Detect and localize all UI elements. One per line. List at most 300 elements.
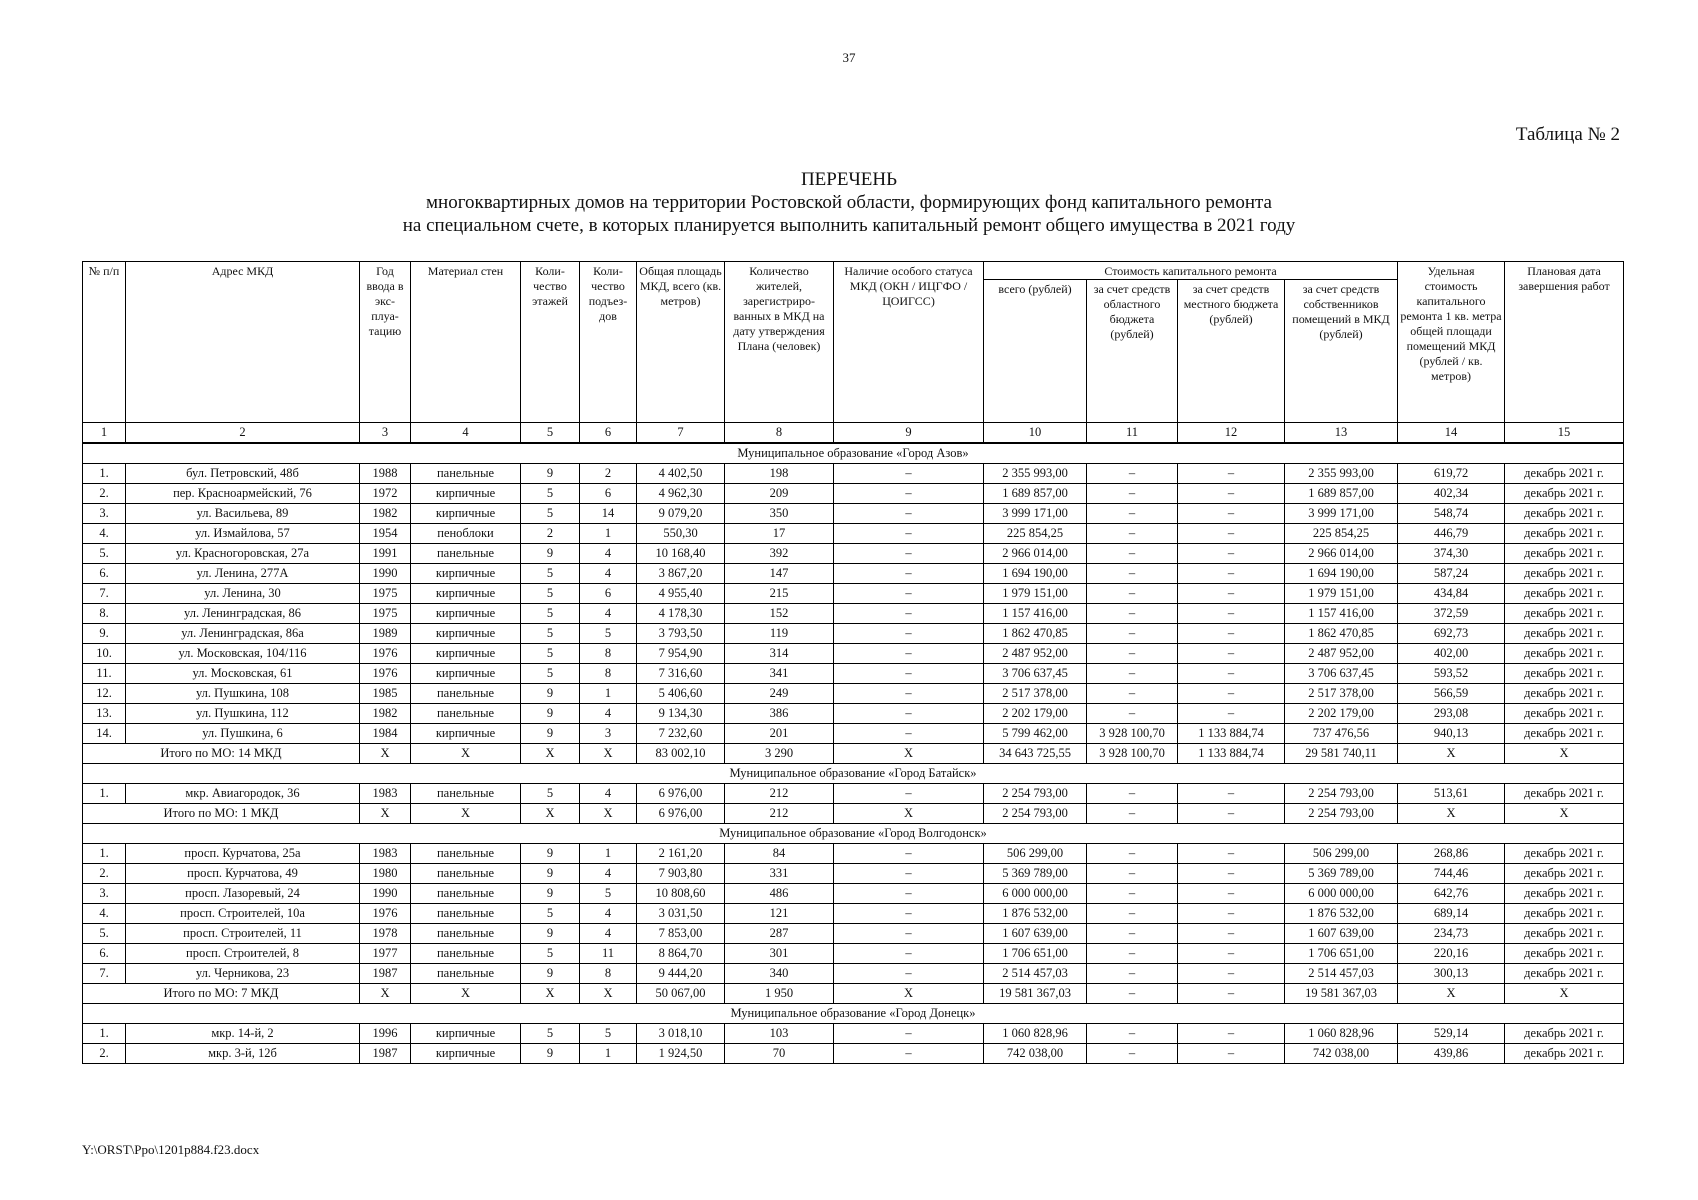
table-cell: 5 bbox=[521, 904, 580, 924]
total-cell: X bbox=[360, 804, 411, 824]
table-cell: 249 bbox=[725, 684, 834, 704]
table-cell: 4 bbox=[580, 544, 637, 564]
table-cell: 84 bbox=[725, 844, 834, 864]
table-cell: 1980 bbox=[360, 864, 411, 884]
table-cell: – bbox=[1178, 884, 1285, 904]
table-cell: 9 bbox=[521, 964, 580, 984]
header-date: Плановая дата завершения работ bbox=[1505, 262, 1624, 423]
table-cell: – bbox=[1087, 1044, 1178, 1064]
table-cell: декабрь 2021 г. bbox=[1505, 684, 1624, 704]
table-cell: 2 254 793,00 bbox=[1285, 784, 1398, 804]
table-cell: декабрь 2021 г. bbox=[1505, 544, 1624, 564]
column-number: 4 bbox=[411, 423, 521, 444]
table-cell: 1 876 532,00 bbox=[1285, 904, 1398, 924]
table-row bbox=[83, 604, 1624, 624]
table-row bbox=[83, 464, 1624, 484]
table-cell: – bbox=[1087, 484, 1178, 504]
table-cell: – bbox=[1178, 944, 1285, 964]
table-cell: 4 402,50 bbox=[637, 464, 725, 484]
table-cell: – bbox=[1087, 684, 1178, 704]
table-cell: панельные bbox=[411, 784, 521, 804]
total-row bbox=[83, 804, 1624, 824]
table-cell: – bbox=[834, 544, 984, 564]
table-cell: 1 706 651,00 bbox=[1285, 944, 1398, 964]
table-cell: 529,14 bbox=[1398, 1024, 1505, 1044]
table-cell: – bbox=[1178, 684, 1285, 704]
table-cell: – bbox=[1178, 584, 1285, 604]
table-cell: 6 bbox=[580, 484, 637, 504]
table-cell: 4 bbox=[580, 564, 637, 584]
table-cell: – bbox=[834, 924, 984, 944]
table-cell: 10 808,60 bbox=[637, 884, 725, 904]
table-cell: 201 bbox=[725, 724, 834, 744]
table-cell: 1975 bbox=[360, 604, 411, 624]
total-cell: – bbox=[1178, 804, 1285, 824]
table-cell: просп. Строителей, 10а bbox=[126, 904, 360, 924]
table-cell: 3 018,10 bbox=[637, 1024, 725, 1044]
column-numbers-row bbox=[83, 423, 1624, 444]
column-number: 12 bbox=[1178, 423, 1285, 444]
table-cell: мкр. 14-й, 2 bbox=[126, 1024, 360, 1044]
table-cell: 1 862 470,85 bbox=[984, 624, 1087, 644]
table-cell: 619,72 bbox=[1398, 464, 1505, 484]
table-cell: 3 031,50 bbox=[637, 904, 725, 924]
table-row bbox=[83, 564, 1624, 584]
table-cell: 2 487 952,00 bbox=[984, 644, 1087, 664]
table-cell: 7 853,00 bbox=[637, 924, 725, 944]
table-cell: панельные bbox=[411, 464, 521, 484]
table-cell: 566,59 bbox=[1398, 684, 1505, 704]
table-cell: 6 000 000,00 bbox=[984, 884, 1087, 904]
header-row-1 bbox=[83, 262, 1624, 280]
column-number: 5 bbox=[521, 423, 580, 444]
municipality-title: Муниципальное образование «Город Донецк» bbox=[83, 1004, 1624, 1024]
table-cell: 293,08 bbox=[1398, 704, 1505, 724]
table-cell: ул. Измайлова, 57 bbox=[126, 524, 360, 544]
table-cell: 1 694 190,00 bbox=[984, 564, 1087, 584]
table-cell: 1984 bbox=[360, 724, 411, 744]
table-cell: – bbox=[1087, 644, 1178, 664]
table-cell: – bbox=[834, 464, 984, 484]
table-cell: панельные bbox=[411, 884, 521, 904]
table-cell: 6 000 000,00 bbox=[1285, 884, 1398, 904]
table-cell: – bbox=[834, 784, 984, 804]
total-cell: 2 254 793,00 bbox=[984, 804, 1087, 824]
table-cell: 7. bbox=[83, 584, 126, 604]
table-cell: – bbox=[1087, 784, 1178, 804]
total-cell: X bbox=[411, 804, 521, 824]
table-cell: – bbox=[834, 884, 984, 904]
table-cell: 392 bbox=[725, 544, 834, 564]
table-cell: – bbox=[834, 964, 984, 984]
table-cell: 3 793,50 bbox=[637, 624, 725, 644]
table-cell: 2 bbox=[521, 524, 580, 544]
table-cell: – bbox=[834, 524, 984, 544]
page-number: 37 bbox=[842, 50, 856, 65]
table-cell: 119 bbox=[725, 624, 834, 644]
table-cell: 434,84 bbox=[1398, 584, 1505, 604]
table-cell: – bbox=[1178, 904, 1285, 924]
table-cell: 742 038,00 bbox=[1285, 1044, 1398, 1064]
table-cell: 314 bbox=[725, 644, 834, 664]
table-cell: – bbox=[1087, 464, 1178, 484]
table-cell: 2 487 952,00 bbox=[1285, 644, 1398, 664]
header-owners: за счет средств собственников помещений в МКД (рублей) bbox=[1285, 280, 1398, 423]
table-cell: 3 999 171,00 bbox=[984, 504, 1087, 524]
table-cell: 1982 bbox=[360, 704, 411, 724]
table-cell: 8 bbox=[580, 664, 637, 684]
table-cell: 2 514 457,03 bbox=[1285, 964, 1398, 984]
total-cell: X bbox=[834, 744, 984, 764]
table-cell: 5 406,60 bbox=[637, 684, 725, 704]
table-cell: 1 979 151,00 bbox=[1285, 584, 1398, 604]
table-cell: 1991 bbox=[360, 544, 411, 564]
table-cell: 9 bbox=[521, 924, 580, 944]
table-cell: 268,86 bbox=[1398, 844, 1505, 864]
table-cell: – bbox=[1178, 964, 1285, 984]
table-cell: – bbox=[1178, 844, 1285, 864]
table-cell: 1 689 857,00 bbox=[1285, 484, 1398, 504]
total-cell: – bbox=[1178, 984, 1285, 1004]
table-cell: 374,30 bbox=[1398, 544, 1505, 564]
table-cell: ул. Пушкина, 108 bbox=[126, 684, 360, 704]
table-cell: – bbox=[834, 904, 984, 924]
table-cell: декабрь 2021 г. bbox=[1505, 724, 1624, 744]
footer-file-path: Y:\ORST\Ppo\1201p884.f23.docx bbox=[82, 1142, 260, 1157]
table-cell: – bbox=[1087, 524, 1178, 544]
table-cell: – bbox=[834, 664, 984, 684]
document-title bbox=[0, 168, 1698, 237]
total-label: Итого по МО: 7 МКД bbox=[83, 984, 360, 1004]
table-cell: 2 161,20 bbox=[637, 844, 725, 864]
table-cell: 4. bbox=[83, 524, 126, 544]
header-status: Наличие особого статуса МКД (ОКН / ИЦГФО / ЦОИГСС) bbox=[834, 262, 984, 423]
table-cell: 1985 bbox=[360, 684, 411, 704]
header-local: за счет средств местного бюджета (рублей) bbox=[1178, 280, 1285, 423]
header-area: Общая площадь МКД, всего (кв. метров) bbox=[637, 262, 725, 423]
column-number: 8 bbox=[725, 423, 834, 444]
table-cell: 7 954,90 bbox=[637, 644, 725, 664]
table-cell: 147 bbox=[725, 564, 834, 584]
table-cell: 744,46 bbox=[1398, 864, 1505, 884]
table-cell: просп. Курчатова, 25а bbox=[126, 844, 360, 864]
table-cell: 3. bbox=[83, 884, 126, 904]
table-cell: 7 316,60 bbox=[637, 664, 725, 684]
table-cell: 9 bbox=[521, 1044, 580, 1064]
table-cell: 1972 bbox=[360, 484, 411, 504]
table-cell: 5 bbox=[521, 944, 580, 964]
table-cell: – bbox=[1087, 584, 1178, 604]
table-cell: 5 bbox=[580, 1024, 637, 1044]
table-cell: 1987 bbox=[360, 1044, 411, 1064]
column-number: 11 bbox=[1087, 423, 1178, 444]
total-cell: X bbox=[834, 804, 984, 824]
table-cell: 198 bbox=[725, 464, 834, 484]
total-row bbox=[83, 984, 1624, 1004]
table-cell: 1 862 470,85 bbox=[1285, 624, 1398, 644]
table-cell: 6 bbox=[580, 584, 637, 604]
table-cell: декабрь 2021 г. bbox=[1505, 584, 1624, 604]
title-line-3: на специальном счете, в которых планируется выполнить капитальный ремонт общего имущества в 2021 году bbox=[402, 215, 1296, 236]
table-cell: 212 bbox=[725, 784, 834, 804]
table-cell: 5 bbox=[521, 664, 580, 684]
table-cell: 121 bbox=[725, 904, 834, 924]
table-cell: – bbox=[1087, 924, 1178, 944]
table-cell: декабрь 2021 г. bbox=[1505, 964, 1624, 984]
column-number: 10 bbox=[984, 423, 1087, 444]
table-cell: мкр. Авиагородок, 36 bbox=[126, 784, 360, 804]
table-cell: 4 bbox=[580, 924, 637, 944]
table-cell: 2 966 014,00 bbox=[984, 544, 1087, 564]
table-cell: – bbox=[1087, 564, 1178, 584]
table-cell: ул. Красногоровская, 27а bbox=[126, 544, 360, 564]
table-cell: 2 355 993,00 bbox=[1285, 464, 1398, 484]
table-cell: 5 bbox=[521, 784, 580, 804]
table-cell: 1 060 828,96 bbox=[984, 1024, 1087, 1044]
total-cell: X bbox=[1398, 984, 1505, 1004]
total-cell: X bbox=[580, 984, 637, 1004]
table-row bbox=[83, 584, 1624, 604]
column-number: 3 bbox=[360, 423, 411, 444]
table-cell: 5 369 789,00 bbox=[984, 864, 1087, 884]
table-cell: – bbox=[834, 624, 984, 644]
table-cell: 3 928 100,70 bbox=[1087, 724, 1178, 744]
table-cell: кирпичные bbox=[411, 1024, 521, 1044]
table-cell: декабрь 2021 г. bbox=[1505, 784, 1624, 804]
table-cell: 1. bbox=[83, 844, 126, 864]
table-cell: 3. bbox=[83, 504, 126, 524]
table-row bbox=[83, 884, 1624, 904]
table-cell: 11 bbox=[580, 944, 637, 964]
table-cell: – bbox=[1087, 884, 1178, 904]
table-cell: 642,76 bbox=[1398, 884, 1505, 904]
table-cell: – bbox=[834, 504, 984, 524]
table-cell: 2. bbox=[83, 864, 126, 884]
table-cell: – bbox=[834, 684, 984, 704]
table-cell: декабрь 2021 г. bbox=[1505, 524, 1624, 544]
table-cell: 1976 bbox=[360, 644, 411, 664]
table-cell: 486 bbox=[725, 884, 834, 904]
column-number: 9 bbox=[834, 423, 984, 444]
table-cell: 5 bbox=[580, 884, 637, 904]
table-cell: – bbox=[1087, 1024, 1178, 1044]
table-cell: 5 bbox=[521, 644, 580, 664]
table-cell: – bbox=[834, 844, 984, 864]
total-cell: X bbox=[834, 984, 984, 1004]
total-cell: X bbox=[1398, 804, 1505, 824]
municipality-row bbox=[83, 1004, 1624, 1024]
table-cell: мкр. 3-й, 12б bbox=[126, 1044, 360, 1064]
total-cell: – bbox=[1087, 804, 1178, 824]
total-cell: 6 976,00 bbox=[637, 804, 725, 824]
table-cell: 1 060 828,96 bbox=[1285, 1024, 1398, 1044]
table-cell: 9. bbox=[83, 624, 126, 644]
total-cell: X bbox=[521, 984, 580, 1004]
table-cell: 9 bbox=[521, 844, 580, 864]
table-cell: просп. Курчатова, 49 bbox=[126, 864, 360, 884]
table-cell: 1983 bbox=[360, 844, 411, 864]
column-number: 1 bbox=[83, 423, 126, 444]
total-cell: 1 133 884,74 bbox=[1178, 744, 1285, 764]
table-cell: панельные bbox=[411, 924, 521, 944]
table-cell: 742 038,00 bbox=[984, 1044, 1087, 1064]
total-row bbox=[83, 744, 1624, 764]
table-cell: 1954 bbox=[360, 524, 411, 544]
table-row bbox=[83, 724, 1624, 744]
table-cell: 737 476,56 bbox=[1285, 724, 1398, 744]
table-cell: 341 bbox=[725, 664, 834, 684]
table-cell: – bbox=[1178, 784, 1285, 804]
table-cell: 2 517 378,00 bbox=[984, 684, 1087, 704]
table-cell: 12. bbox=[83, 684, 126, 704]
table-cell: 8 bbox=[580, 644, 637, 664]
table-cell: 1 979 151,00 bbox=[984, 584, 1087, 604]
table-cell: 439,86 bbox=[1398, 1044, 1505, 1064]
table-cell: 689,14 bbox=[1398, 904, 1505, 924]
table-cell: 402,00 bbox=[1398, 644, 1505, 664]
table-cell: 1987 bbox=[360, 964, 411, 984]
total-cell: 19 581 367,03 bbox=[984, 984, 1087, 1004]
table-cell: 386 bbox=[725, 704, 834, 724]
table-cell: – bbox=[834, 1044, 984, 1064]
table-cell: – bbox=[1178, 1044, 1285, 1064]
table-cell: 5 bbox=[521, 1024, 580, 1044]
table-cell: – bbox=[1087, 704, 1178, 724]
table-cell: 6 976,00 bbox=[637, 784, 725, 804]
table-cell: кирпичные bbox=[411, 604, 521, 624]
total-cell: 1 950 bbox=[725, 984, 834, 1004]
table-cell: – bbox=[1087, 624, 1178, 644]
header-entrances: Коли-чество подъез-дов bbox=[580, 262, 637, 423]
table-row bbox=[83, 504, 1624, 524]
table-cell: – bbox=[1087, 844, 1178, 864]
table-cell: 7 903,80 bbox=[637, 864, 725, 884]
table-cell: – bbox=[1178, 1024, 1285, 1044]
table-cell: 2 355 993,00 bbox=[984, 464, 1087, 484]
table-cell: декабрь 2021 г. bbox=[1505, 624, 1624, 644]
table-cell: 6. bbox=[83, 564, 126, 584]
table-cell: 9 bbox=[521, 724, 580, 744]
table-cell: 3 bbox=[580, 724, 637, 744]
table-cell: декабрь 2021 г. bbox=[1505, 484, 1624, 504]
header-floors: Коли-чество этажей bbox=[521, 262, 580, 423]
total-cell: 29 581 740,11 bbox=[1285, 744, 1398, 764]
table-cell: кирпичные bbox=[411, 484, 521, 504]
table-cell: декабрь 2021 г. bbox=[1505, 884, 1624, 904]
table-cell: – bbox=[1087, 604, 1178, 624]
table-row bbox=[83, 964, 1624, 984]
table-cell: – bbox=[1178, 864, 1285, 884]
table-cell: кирпичные bbox=[411, 1044, 521, 1064]
table-cell: – bbox=[1087, 864, 1178, 884]
municipality-row bbox=[83, 443, 1624, 464]
table-cell: 3 706 637,45 bbox=[1285, 664, 1398, 684]
table-cell: 6. bbox=[83, 944, 126, 964]
column-number: 7 bbox=[637, 423, 725, 444]
table-cell: панельные bbox=[411, 864, 521, 884]
table-cell: панельные bbox=[411, 544, 521, 564]
table-cell: 5 bbox=[580, 624, 637, 644]
table-cell: – bbox=[1178, 704, 1285, 724]
table-cell: декабрь 2021 г. bbox=[1505, 704, 1624, 724]
table-cell: 11. bbox=[83, 664, 126, 684]
table-cell: – bbox=[1178, 544, 1285, 564]
table-cell: 5. bbox=[83, 544, 126, 564]
table-cell: 2 254 793,00 bbox=[984, 784, 1087, 804]
table-cell: панельные bbox=[411, 944, 521, 964]
table-cell: 940,13 bbox=[1398, 724, 1505, 744]
table-cell: декабрь 2021 г. bbox=[1505, 924, 1624, 944]
table-cell: 17 bbox=[725, 524, 834, 544]
table-cell: 1977 bbox=[360, 944, 411, 964]
total-cell: 19 581 367,03 bbox=[1285, 984, 1398, 1004]
table-cell: 103 bbox=[725, 1024, 834, 1044]
total-cell: 3 290 bbox=[725, 744, 834, 764]
table-cell: кирпичные bbox=[411, 724, 521, 744]
table-cell: 8 bbox=[580, 964, 637, 984]
table-cell: 3 706 637,45 bbox=[984, 664, 1087, 684]
municipality-row bbox=[83, 824, 1624, 844]
table-cell: 1976 bbox=[360, 664, 411, 684]
table-cell: 587,24 bbox=[1398, 564, 1505, 584]
total-cell: – bbox=[1087, 984, 1178, 1004]
table-cell: 1 924,50 bbox=[637, 1044, 725, 1064]
table-cell: 506 299,00 bbox=[984, 844, 1087, 864]
table-cell: кирпичные bbox=[411, 624, 521, 644]
total-cell: 2 254 793,00 bbox=[1285, 804, 1398, 824]
table-row bbox=[83, 684, 1624, 704]
table-cell: 234,73 bbox=[1398, 924, 1505, 944]
table-cell: 5 bbox=[521, 484, 580, 504]
table-cell: ул. Черникова, 23 bbox=[126, 964, 360, 984]
table-cell: 1990 bbox=[360, 564, 411, 584]
total-cell: 83 002,10 bbox=[637, 744, 725, 764]
municipality-row bbox=[83, 764, 1624, 784]
table-cell: 9 bbox=[521, 464, 580, 484]
total-label: Итого по МО: 1 МКД bbox=[83, 804, 360, 824]
table-cell: 1 bbox=[580, 1044, 637, 1064]
table-cell: 13. bbox=[83, 704, 126, 724]
table-row bbox=[83, 524, 1624, 544]
table-cell: – bbox=[834, 564, 984, 584]
table-cell: декабрь 2021 г. bbox=[1505, 644, 1624, 664]
table-row bbox=[83, 704, 1624, 724]
header-year: Год ввода в экс-плуа-тацию bbox=[360, 262, 411, 423]
table-row bbox=[83, 544, 1624, 564]
table-cell: просп. Лазоревый, 24 bbox=[126, 884, 360, 904]
table-row bbox=[83, 664, 1624, 684]
table-cell: – bbox=[1178, 524, 1285, 544]
table-cell: – bbox=[834, 604, 984, 624]
table-cell: 287 bbox=[725, 924, 834, 944]
header-unit-cost: Удельная стоимость капитального ремонта 1 кв. метра общей площади помещений МКД (рублей / кв. метров) bbox=[1398, 262, 1505, 423]
table-cell: панельные bbox=[411, 844, 521, 864]
total-cell: X bbox=[411, 744, 521, 764]
total-label: Итого по МО: 14 МКД bbox=[83, 744, 360, 764]
total-cell: X bbox=[521, 744, 580, 764]
table-cell: 1996 bbox=[360, 1024, 411, 1044]
total-cell: X bbox=[1505, 744, 1624, 764]
table-cell: 372,59 bbox=[1398, 604, 1505, 624]
table-cell: – bbox=[1178, 504, 1285, 524]
table-cell: 4 bbox=[580, 704, 637, 724]
table-cell: ул. Ленина, 30 bbox=[126, 584, 360, 604]
table-cell: 209 bbox=[725, 484, 834, 504]
table-cell: 14. bbox=[83, 724, 126, 744]
table-label: Таблица № 2 bbox=[1515, 124, 1620, 145]
column-number: 14 bbox=[1398, 423, 1505, 444]
table-cell: 692,73 bbox=[1398, 624, 1505, 644]
